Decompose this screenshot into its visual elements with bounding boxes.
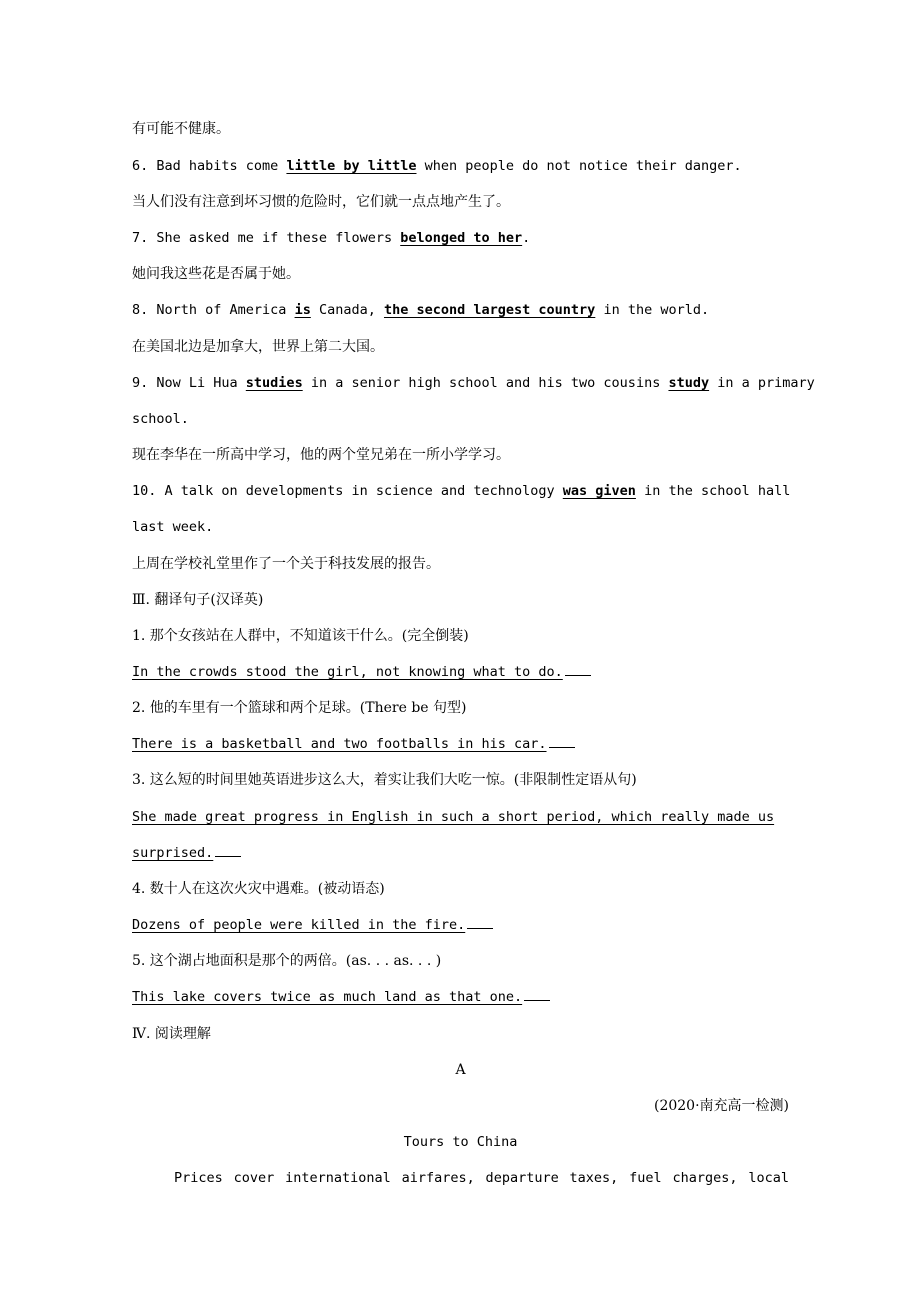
sentence-text: . <box>522 230 531 246</box>
question-3: 3. 这么短的时间里她英语进步这么大，着实让我们大吃一惊。(非限制性定语从句) <box>132 772 637 788</box>
sentence-text: in the school hall <box>635 483 791 499</box>
sentence-text: in a senior high school and his two cousins <box>302 375 669 391</box>
question-5: 5. 这个湖占地面积是那个的两倍。(as. . . as. . . ) <box>132 953 442 969</box>
sentence-7 <box>132 227 789 249</box>
passage-paragraph: Prices cover international airfares, departure taxes, fuel charges, local <box>174 1170 789 1186</box>
answer-3: She made great progress in English in such a short period, which really made us <box>132 809 775 825</box>
sentence-text: when people do not notice their danger. <box>416 158 742 174</box>
translation-9: 现在李华在一所高中学习，他的两个堂兄弟在一所小学学习。 <box>132 447 510 463</box>
translation-8: 在美国北边是加拿大，世界上第二大国。 <box>132 339 384 355</box>
question-1: 1. 那个女孩站在人群中，不知道该干什么。(完全倒装) <box>132 628 469 644</box>
sentence-text: 10. A talk on developments in science and technology <box>132 483 563 499</box>
answer-blank <box>565 661 591 676</box>
translation-7: 她问我这些花是否属于她。 <box>132 266 300 282</box>
answer-blank <box>524 986 550 1001</box>
answer-blank <box>215 842 241 857</box>
sentence-text: in the world. <box>595 302 710 318</box>
sentence-text: in a primary <box>709 375 815 391</box>
answer-blank <box>549 733 575 748</box>
answer-2: There is a basketball and two footballs in his car. <box>132 736 547 752</box>
sentence-6 <box>132 155 789 177</box>
underlined-phrase: study <box>668 375 710 391</box>
passage-label: A <box>455 1062 466 1078</box>
sentence-text: 7. She asked me if these flowers <box>132 230 401 246</box>
sentence-10 <box>132 480 789 502</box>
sentence-10-continued: last week. <box>132 519 214 535</box>
sentence-text: 8. North of America <box>132 302 295 318</box>
answer-2-line <box>132 733 789 755</box>
answer-3-line <box>132 806 789 828</box>
answer-blank <box>467 914 493 929</box>
sentence-text: Canada, <box>310 302 384 318</box>
answer-1-line <box>132 661 789 683</box>
sentence-8 <box>132 299 789 321</box>
section-heading-reading: Ⅳ. 阅读理解 <box>132 1026 211 1042</box>
sentence-9 <box>132 372 815 394</box>
answer-4-line <box>132 914 789 936</box>
question-4: 4. 数十人在这次火灾中遇难。(被动语态) <box>132 881 385 897</box>
text-line: 有可能不健康。 <box>132 121 230 137</box>
question-2: 2. 他的车里有一个篮球和两个足球。(There be 句型) <box>132 700 467 716</box>
answer-5: This lake covers twice as much land as that one. <box>132 989 523 1005</box>
passage-source: (2020·南充高一检测) <box>653 1098 789 1114</box>
passage-title: Tours to China <box>403 1134 518 1150</box>
translation-10: 上周在学校礼堂里作了一个关于科技发展的报告。 <box>132 556 440 572</box>
sentence-9-continued: school. <box>132 411 189 427</box>
answer-5-line <box>132 986 789 1008</box>
underlined-phrase: little by little <box>286 158 417 174</box>
underlined-phrase: is <box>294 302 311 318</box>
sentence-text: 9. Now Li Hua <box>132 375 246 391</box>
sentence-text: 6. Bad habits come <box>132 158 287 174</box>
underlined-phrase: belonged to her <box>400 230 523 246</box>
section-heading-translation: Ⅲ. 翻译句子(汉译英) <box>132 592 264 608</box>
answer-1: In the crowds stood the girl, not knowing what to do. <box>132 664 563 680</box>
answer-4: Dozens of people were killed in the fire. <box>132 917 466 933</box>
underlined-phrase: studies <box>245 375 303 391</box>
underlined-phrase: was given <box>562 483 636 499</box>
translation-6: 当人们没有注意到坏习惯的危险时，它们就一点点地产生了。 <box>132 194 510 210</box>
answer-3-continued <box>132 842 789 864</box>
answer-3-end: surprised. <box>132 845 214 861</box>
underlined-phrase: the second largest country <box>383 302 596 318</box>
